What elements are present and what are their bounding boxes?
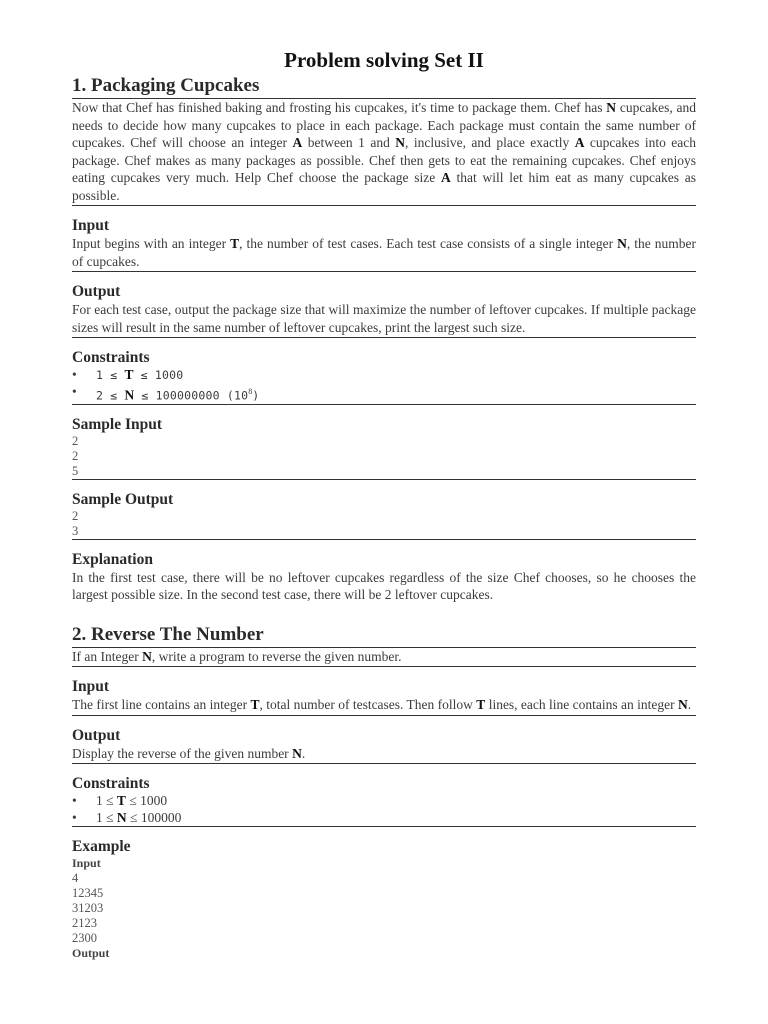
problem-2-output-heading: Output bbox=[72, 726, 121, 744]
problem-1-sample-input-heading: Sample Input bbox=[72, 415, 163, 433]
problem-2-output-text: Display the reverse of the given number N. bbox=[72, 745, 306, 761]
problem-2-example-section bbox=[72, 837, 696, 961]
problem-1-input-heading: Input bbox=[72, 217, 110, 234]
problem-1-constraints-section bbox=[72, 348, 696, 405]
problem-1-sample-output-heading: Sample Output bbox=[72, 490, 174, 508]
problem-1-statement bbox=[72, 99, 696, 206]
problem-1-input-text: Input begins with an integer T, the number of test cases. Each test case consists of a single integer N, the number of cupcakes. bbox=[72, 236, 696, 269]
problem-2 bbox=[72, 623, 696, 962]
code-line: 2 bbox=[72, 448, 79, 463]
problem-1-sample-output-section bbox=[72, 490, 696, 540]
sample-output-lines bbox=[72, 509, 696, 539]
code-line: 12345 bbox=[72, 886, 104, 900]
problem-1-explanation-text: In the first test case, there will be no leftover cupcakes regardless of the size Chef chooses, so he chooses the largest possible size. In the second test case, there will be 2 leftover cupcakes. bbox=[72, 569, 696, 602]
problem-2-output-section bbox=[72, 726, 696, 765]
problem-1-output-section bbox=[72, 282, 696, 338]
code-line: 2 bbox=[72, 433, 79, 448]
problem-1-constraints-list bbox=[72, 367, 696, 404]
problem-1-output-heading: Output bbox=[72, 283, 121, 300]
problem-2-constraints-section bbox=[72, 774, 696, 827]
document-page bbox=[72, 46, 696, 961]
example-input-lines bbox=[72, 871, 696, 946]
code-line: 31203 bbox=[72, 901, 104, 915]
problem-2-heading: 2. Reverse The Number bbox=[72, 623, 696, 648]
list-item: • 2 ≤ N ≤ 100000000 $(10^8)$ bbox=[72, 384, 696, 404]
list-item: • 1 ≤ N ≤ 100000 bbox=[72, 810, 696, 827]
problem-1-input-section bbox=[72, 216, 696, 272]
list-item: • 1 ≤ T ≤ 1000 bbox=[72, 367, 696, 384]
code-line: 4 bbox=[72, 871, 79, 885]
code-line: 2300 bbox=[72, 931, 97, 945]
code-line: 2 bbox=[72, 508, 79, 523]
problem-2-constraints-list bbox=[72, 793, 696, 826]
problem-1-sample-input-section bbox=[72, 415, 696, 480]
sample-input-lines bbox=[72, 434, 696, 479]
problem-1-output-text: For each test case, output the package size that will maximize the number of leftover cupcakes. If multiple package sizes will result in the same number of leftover cupcakes, print the largest such size. bbox=[72, 302, 696, 335]
problem-1 bbox=[72, 74, 696, 605]
problem-1-constraints-heading: Constraints bbox=[72, 349, 150, 366]
problem-2-example-heading: Example bbox=[72, 838, 131, 855]
problem-2-constraints-heading: Constraints bbox=[72, 775, 150, 792]
example-input-label: Input bbox=[72, 856, 101, 870]
code-line: 3 bbox=[72, 523, 79, 538]
problem-2-input-text: The first line contains an integer T, total number of testcases. Then follow T lines, each line contains an integer N. bbox=[72, 697, 692, 712]
problem-2-input-section bbox=[72, 677, 696, 716]
problem-1-explanation-section bbox=[72, 550, 696, 605]
problem-1-heading: 1. Packaging Cupcakes bbox=[72, 74, 696, 99]
problem-1-explanation-heading: Explanation bbox=[72, 550, 153, 568]
example-output-label: Output bbox=[72, 946, 110, 960]
document-title: Problem solving Set II bbox=[284, 48, 484, 72]
problem-2-input-heading: Input bbox=[72, 678, 110, 695]
list-item: • 1 ≤ T ≤ 1000 bbox=[72, 793, 696, 810]
code-line: 5 bbox=[72, 463, 79, 478]
code-line: 2123 bbox=[72, 916, 97, 930]
problem-2-statement-text: If an Integer N, write a program to reverse the given number. bbox=[72, 648, 402, 664]
problem-1-statement-text: Now that Chef has finished baking and frosting his cupcakes, it's time to package them. Chef has N cupcakes, and needs to decide how many cupcakes to place in each package. Each package must contain the same number of cupcakes. Chef will choose an integer A between 1 and N, inclusive, and place exactly A cupcakes into each package. Chef makes as many packages as possible. Chef then gets to eat the remaining cupcakes. Chef enjoys eating cupcakes very much. Help Chef choose the package size A that will let him eat as many cupcakes as possible. bbox=[72, 100, 697, 203]
problem-2-statement bbox=[72, 648, 696, 668]
